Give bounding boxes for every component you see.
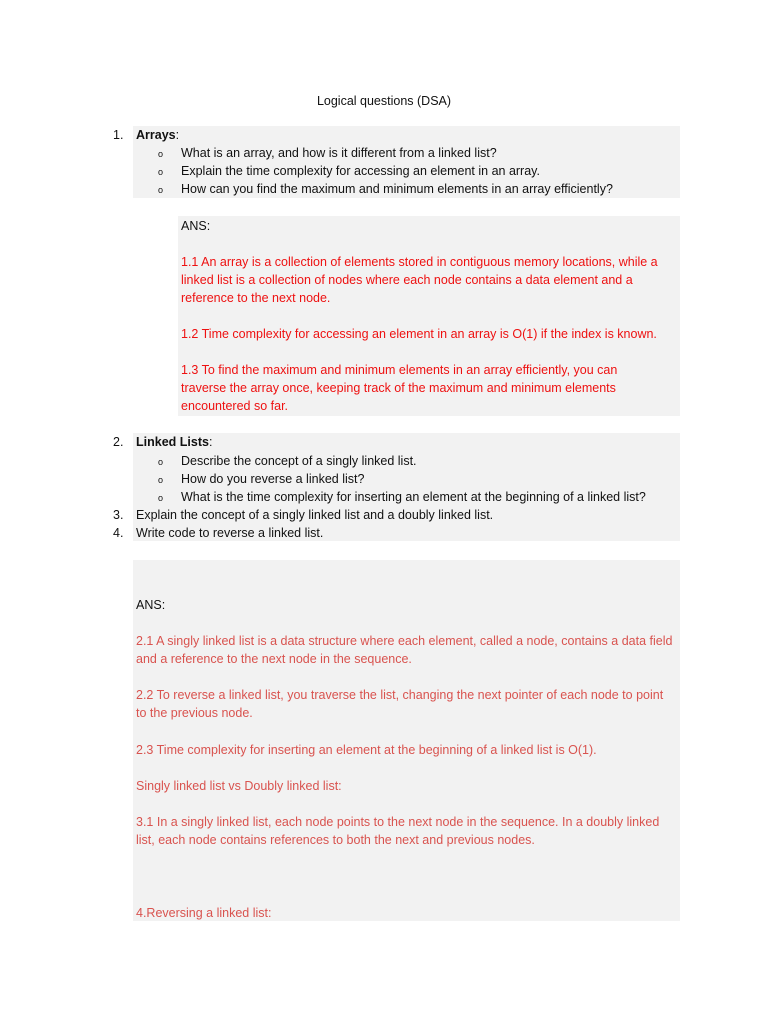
answer-2-3: 2.3 Time complexity for inserting an element at the beginning of a linked list is O(1).	[136, 743, 597, 757]
item4-text: Write code to reverse a linked list.	[136, 526, 324, 540]
answer-1-2: 1.2 Time complexity for accessing an element in an array is O(1) if the index is known.	[181, 327, 657, 341]
section1-ans-label: ANS:	[181, 219, 211, 233]
section2-heading-label: Linked Lists	[136, 435, 209, 449]
answer-1-1: 1.1 An array is a collection of elements stored in contiguous memory locations, while a linked list is a collection of nodes where each node contains a data element and a reference to the next node.	[181, 255, 658, 305]
answer-2-1: 2.1 A singly linked list is a data structure where each element, called a node, contains a data field and a reference to the next node in the sequence.	[136, 634, 673, 666]
section2-heading-colon: :	[208, 435, 213, 449]
section2-ans-label: ANS:	[136, 598, 166, 612]
section1-question-1: What is an array, and how is it different from a linked list?	[181, 146, 497, 160]
section1-heading	[136, 126, 179, 144]
section2-question-3: What is the time complexity for inserting an element at the beginning of a linked list?	[181, 490, 646, 504]
vs-heading: Singly linked list vs Doubly linked list:	[136, 779, 342, 793]
section1-heading-label: Arrays	[136, 128, 176, 142]
bullet-icon: o	[158, 167, 164, 177]
bullet-icon: o	[158, 475, 164, 485]
item4-number: 4.	[113, 526, 124, 540]
bullet-icon: o	[158, 457, 164, 467]
section2-number: 2.	[113, 435, 124, 449]
section1-question-3: How can you find the maximum and minimum elements in an array efficiently?	[181, 182, 613, 196]
section1-number: 1.	[113, 128, 124, 142]
section1-heading-colon: :	[175, 128, 180, 142]
section2-question-2: How do you reverse a linked list?	[181, 472, 365, 486]
reversing-heading: 4.Reversing a linked list:	[136, 906, 272, 920]
item3-text: Explain the concept of a singly linked list and a doubly linked list.	[136, 508, 494, 522]
bullet-icon: o	[158, 149, 164, 159]
bullet-icon: o	[158, 185, 164, 195]
page-title: Logical questions (DSA)	[316, 94, 452, 108]
answer-1-3: 1.3 To find the maximum and minimum elements in an array efficiently, you can traverse the array once, keeping track of the maximum and minimum elements encountered so far.	[181, 363, 618, 413]
answer-2-2: 2.2 To reverse a linked list, you traverse the list, changing the next pointer of each node to point to the previous node.	[136, 688, 664, 720]
bullet-icon: o	[158, 493, 164, 503]
section2-question-1: Describe the concept of a singly linked list.	[181, 454, 417, 468]
section2-heading	[136, 433, 212, 451]
answer-3-1: 3.1 In a singly linked list, each node points to the next node in the sequence. In a doubly linked list, each node contains references to both the next and previous nodes.	[136, 815, 660, 847]
section1-question-2: Explain the time complexity for accessing an element in an array.	[181, 164, 540, 178]
item3-number: 3.	[113, 508, 124, 522]
